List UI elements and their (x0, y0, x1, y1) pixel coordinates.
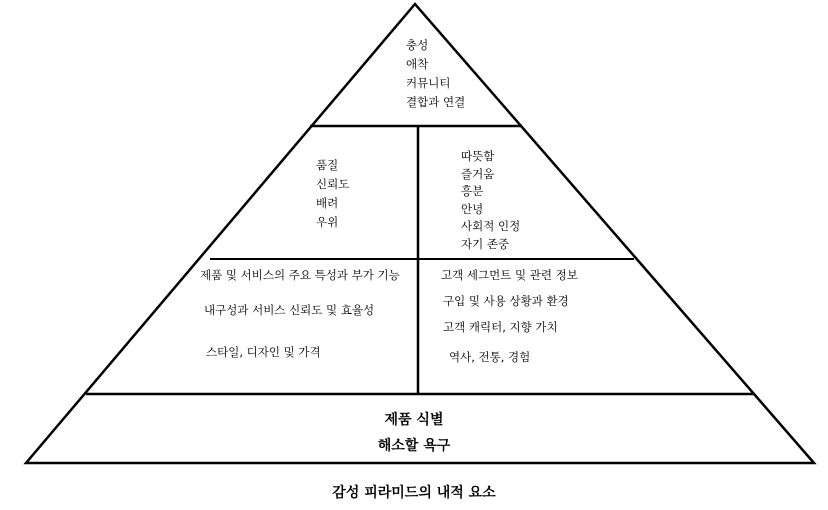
middle-left-label: 배려 (316, 196, 339, 210)
diagram-caption: 감성 피라미드의 내적 요소 (332, 485, 496, 501)
middle-left-label: 품질 (316, 158, 339, 172)
base-label: 해소할 욕구 (377, 438, 451, 454)
middle-right-labels (461, 148, 520, 253)
lower-left-label: 스타일, 디자인 및 가격 (206, 345, 321, 359)
top-tier-labels (406, 36, 465, 112)
middle-right-label: 흥분 (461, 184, 484, 198)
middle-right-label: 안녕 (461, 201, 484, 216)
top-label: 애착 (406, 57, 429, 71)
middle-left-labels (316, 156, 349, 232)
base-label: 제품 식별 (384, 412, 444, 428)
top-label: 결합과 연결 (406, 95, 466, 109)
top-label: 커뮤니티 (406, 76, 451, 90)
lower-left-label: 내구성과 서비스 신뢰도 및 효율성 (204, 303, 375, 317)
middle-left-label: 신뢰도 (316, 177, 350, 191)
lower-right-label: 구입 및 사용 상황과 환경 (443, 294, 569, 308)
middle-right-label: 따뜻함 (461, 149, 495, 163)
middle-right-label: 자기 존중 (461, 236, 510, 251)
middle-left-label: 우위 (316, 215, 339, 229)
middle-right-label: 사회적 인정 (461, 219, 521, 233)
lower-left-label: 제품 및 서비스의 주요 특성과 부가 기능 (200, 268, 400, 282)
lower-right-label: 역사, 전통, 경험 (449, 350, 531, 364)
middle-right-label: 즐거움 (461, 166, 495, 181)
lower-right-label: 고객 캐릭터, 지향 가치 (443, 320, 558, 334)
top-label: 충성 (406, 38, 429, 52)
lower-right-label: 고객 세그먼트 및 관련 정보 (441, 268, 578, 282)
